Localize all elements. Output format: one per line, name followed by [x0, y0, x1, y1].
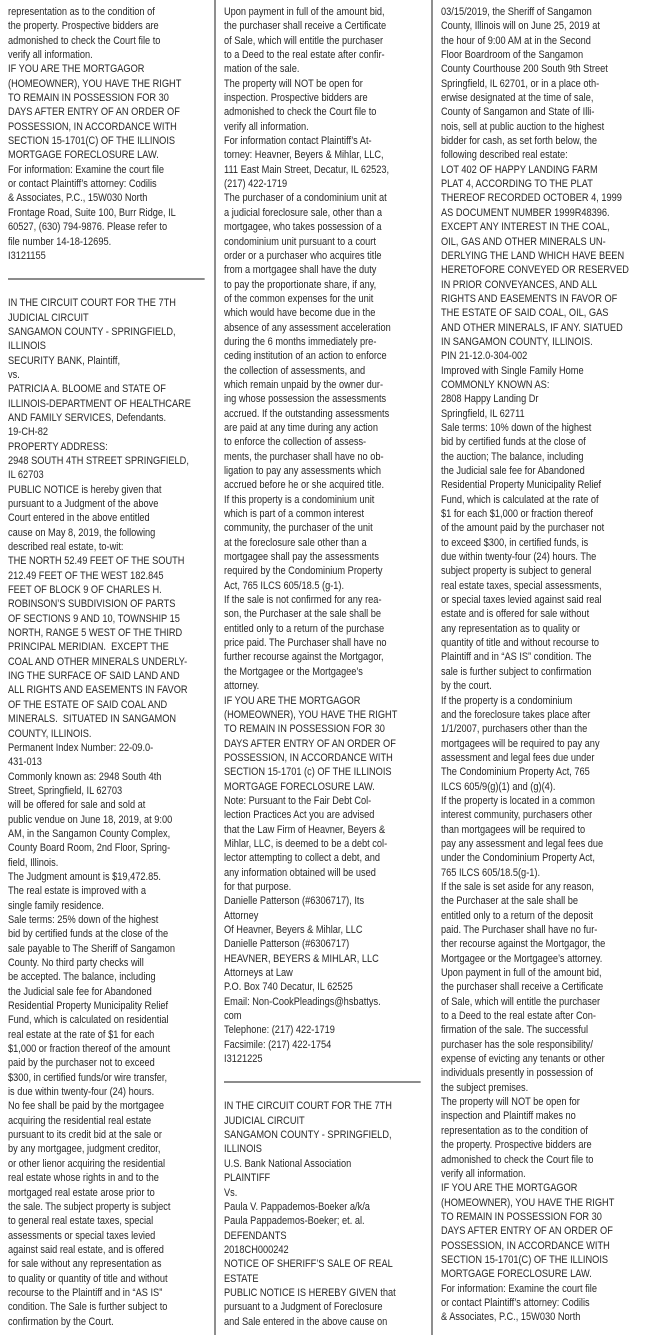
notice-line: ther recourse against the Mortgagor, the [441, 938, 606, 951]
notice-divider [224, 1081, 421, 1083]
notice-line: SANGAMON COUNTY - SPRINGFIELD, [8, 325, 176, 338]
notice-line: LOT 402 OF HAPPY LANDING FARM [441, 163, 598, 176]
notice-line: $300, in certified funds/or wire transfer, [8, 1071, 168, 1084]
notice-line: Street, Springfield, IL 62703 [8, 784, 123, 797]
notice-line: to exceed $300, in certified funds, is [441, 536, 589, 549]
notice-line: DAYS AFTER ENTRY OF AN ORDER OF [441, 1225, 613, 1238]
notice-line: (HOMEOWNER), YOU HAVE THE RIGHT [8, 77, 182, 90]
notice-line: Improved with Single Family Home [441, 364, 584, 377]
notice-line: any representation as to quality or [441, 622, 581, 635]
notice-line: is due within twenty-four (24) hours. [8, 1086, 155, 1099]
notice-line: the Judicial sale fee for Abandoned [8, 985, 152, 998]
notice-line: mortgagee shall pay the assessments [224, 551, 379, 564]
notice-line: Fund, which is calculated on residential [8, 1014, 169, 1027]
notice-line: the sale. The subject property is subject [8, 1200, 171, 1213]
notice-line: Paula Pappademos-Boeker; et. al. [224, 1215, 365, 1228]
notice-line: Permanent Index Number: 22-09.0- [8, 741, 154, 754]
notice-line: real estate at the rate of $1 for each [8, 1028, 155, 1041]
notice-line: the subject premises. [441, 1081, 529, 1094]
notice-line: by the court. [441, 680, 492, 693]
notice-line: SECTION 15-1701(C) OF THE ILLINOIS [441, 1253, 609, 1266]
notice-line: FEET OF BLOCK 9 OF CHARLES H. [8, 584, 162, 597]
notice-line: 2018CH000242 [224, 1243, 289, 1256]
notice-line: Upon payment in full of the amount bid, [441, 967, 602, 980]
notice-line: torney: Heavner, Beyers & Mihlar, LLC, [224, 149, 384, 162]
notice-line: individuals presently in possession of [441, 1067, 593, 1080]
notice-line: MORTGAGE FORECLOSURE LAW. [441, 1268, 592, 1281]
notice-line: pursuant to its credit bid at the sale or [8, 1129, 162, 1142]
notice-line: due within twenty-four (24) hours. The [441, 551, 597, 564]
notice-line: HERETOFORE CONVEYED OR RESERVED [441, 264, 629, 277]
notice-line: PUBLIC NOTICE IS HEREBY GIVEN that [224, 1286, 396, 1299]
notice-line: condition. The Sale is further subject to [8, 1301, 168, 1314]
notice-line: ceding institution of an action to enforce [224, 350, 387, 363]
notice-line: PIN 21-12.0-304-002 [441, 350, 528, 363]
notice-line: confirmation by the Court. [8, 1315, 114, 1328]
notice-line: The purchaser of a condominium unit at [224, 192, 387, 205]
notice-line: pursuant to a Judgment of Foreclosure [224, 1301, 383, 1314]
notice-line: MORTGAGE FORECLOSURE LAW. [224, 780, 375, 793]
notice-column-2 [216, 0, 433, 1335]
notice-line: ILLINOIS-DEPARTMENT OF HEALTHCARE [8, 397, 191, 410]
notice-line: the purchaser shall receive a Certificate [224, 20, 387, 33]
notice-line: THEREOF RECORDED OCTOBER 4, 1999 [441, 192, 622, 205]
notice-line: Email: Non-CookPleadings@hsbattys. [224, 995, 381, 1008]
notice-line: price paid. The Purchaser shall have no [224, 637, 387, 650]
notice-line: interest community, purchasers other [441, 809, 593, 822]
notice-line: AND OTHER MINERALS, IF ANY. SIATUED [441, 321, 623, 334]
notice-line: of Sale, which will entitle the purchaser [441, 995, 601, 1008]
notice-line: required by the Condominium Property [224, 565, 383, 578]
notice-line: which is part of a common interest [224, 508, 365, 521]
notice-line: during the 6 months immediately pre- [224, 335, 377, 348]
notice-line: mation of the sale. [224, 63, 300, 76]
notice-line: P.O. Box 740 Decatur, IL 62525 [224, 981, 353, 994]
notice-line: recourse to the Plaintiff and in “AS IS” [8, 1286, 163, 1299]
notice-line: For information: Examine the court file [441, 1282, 597, 1295]
notice-column-3-content [441, 5, 641, 1325]
notice-line: MORTGAGE FORECLOSURE LAW. [8, 149, 159, 162]
notice-line: the purchaser shall receive a Certificate [441, 981, 604, 994]
notice-line: OF SECTIONS 9 AND 10, TOWNSHIP 15 [8, 612, 180, 625]
notice-line: that the Law Firm of Heavner, Beyers & [224, 823, 386, 836]
notice-line: ing whose possession the assessments [224, 393, 387, 406]
notice-line: POSSESSION, IN ACCORDANCE WITH [441, 1239, 610, 1252]
notice-line: Sale terms: 25% down of the highest [8, 913, 159, 926]
notice-line: 2808 Happy Landing Dr [441, 393, 539, 406]
notice-line: If the sale is set aside for any reason, [441, 880, 594, 893]
notice-line: purchaser has the sole responsibility/ [441, 1038, 593, 1051]
notice-line: assessments or special taxes levied [8, 1229, 156, 1242]
notice-line: to quality or quantity of title and without [8, 1272, 168, 1285]
notice-line: AM, in the Sangamon County Complex, [8, 827, 171, 840]
notice-divider [8, 278, 205, 280]
notice-line: sale is further subject to confirmation [441, 665, 592, 678]
notice-line: or special taxes levied against said real [441, 594, 602, 607]
notice-line: ligation to pay any assessments which [224, 465, 382, 477]
notice-line: 2948 SOUTH 4TH STREET SPRINGFIELD, [8, 454, 189, 467]
notice-line: ROBINSON’S SUBDIVISION OF PARTS [8, 598, 176, 611]
notice-line: Note: Pursuant to the Fair Debt Col- [224, 794, 372, 807]
notice-line: IF YOU ARE THE MORTGAGOR [224, 694, 361, 707]
notice-line: and Sale entered in the above cause on [224, 1315, 388, 1328]
notice-line: following described real estate: [441, 149, 568, 162]
notice-line: condominium unit pursuant to a court [224, 235, 376, 248]
notice-line: by any mortgagee, judgment creditor, [8, 1143, 161, 1156]
notice-line: mortgagee, who takes possession of a [224, 221, 382, 234]
notice-line: mortgaged real estate arose prior to [8, 1186, 155, 1199]
notice-line: DAYS AFTER ENTRY OF AN ORDER OF [224, 737, 396, 750]
notice-line: which remain unpaid by the owner dur- [224, 378, 384, 391]
notice-line: accrued before he or she acquired title. [224, 479, 385, 492]
notice-line: 765 ILCS 605/18.5(g-1). [441, 866, 541, 879]
notice-line: the collection of assessments, and [224, 364, 366, 377]
notice-line: Mortgagee or the Mortgagee’s attorney. [441, 952, 603, 965]
notice-line: IN THE CIRCUIT COURT FOR THE 7TH [8, 297, 176, 310]
notice-line: lector attempting to collect a debt, and [224, 852, 381, 865]
notice-line: of the amount paid by the purchaser not [441, 522, 605, 535]
notice-line: PATRICIA A. BLOOME and STATE OF [8, 383, 166, 396]
notice-line: County, Illinois will on June 25, 2019 at [441, 20, 600, 33]
notice-line: SANGAMON COUNTY - SPRINGFIELD, [224, 1129, 392, 1142]
notice-line: of Sale, which will entitle the purchaser [224, 34, 384, 47]
notice-line: 431-013 [8, 756, 42, 769]
notice-line: paid. The Purchaser shall have no fur- [441, 924, 598, 936]
notice-line: PLAINTIFF [224, 1172, 271, 1185]
notice-line: field, Illinois. [8, 856, 59, 869]
notice-line: vs. [8, 368, 20, 381]
notice-line: COUNTY, ILLINOIS. [8, 727, 92, 740]
notice-line: of the common expenses for the unit [224, 292, 374, 305]
notice-line: community, the purchaser of the unit [224, 522, 373, 535]
notice-line: Plaintiff and in “AS IS” condition. The [441, 651, 592, 664]
notice-line: for that purpose. [224, 880, 292, 893]
notice-line: attorney. [224, 680, 260, 693]
notice-line: and the foreclosure takes place after [441, 708, 591, 721]
notice-line: OIL, GAS AND OTHER MINERALS UN- [441, 235, 606, 248]
notice-line: Floor Boardroom of the Sangamon [441, 49, 584, 62]
notice-line: inspection. Prospective bidders are [224, 92, 368, 105]
notice-line: NOTICE OF SHERIFF’S SALE OF REAL [224, 1258, 393, 1271]
notice-line: representation as to the condition of [441, 1124, 588, 1137]
notice-line: PLAT 4, ACCORDING TO THE PLAT [441, 178, 593, 191]
notice-line: public vendue on June 18, 2019, at 9:00 [8, 813, 173, 826]
notice-line: Mihlar, LLC, is deemed to be a debt col- [224, 837, 388, 850]
notice-line: Facsimile: (217) 422-1754 [224, 1038, 332, 1051]
notice-line: Commonly known as: 2948 South 4th [8, 770, 162, 783]
notice-line: Telephone: (217) 422-1719 [224, 1024, 335, 1037]
notice-line: County Board Room, 2nd Floor, Spring- [8, 842, 171, 855]
notice-line: Paula V. Pappademos-Boeker a/k/a [224, 1200, 370, 1213]
notice-line: to general real estate taxes, special [8, 1215, 154, 1228]
notice-line: SECTION 15-1701(C) OF THE ILLINOIS [8, 135, 176, 148]
notice-column-2-content [224, 5, 424, 1329]
notice-line: PUBLIC NOTICE is hereby given that [8, 483, 162, 496]
notice-line: I3121225 [224, 1053, 263, 1066]
notice-line: DERLYING THE LAND WHICH HAVE BEEN [441, 249, 625, 262]
notice-line: lection Practices Act you are advised [224, 809, 375, 822]
notice-line: mortgagees will be required to pay any [441, 737, 600, 750]
notice-line: to enforce the collection of assess- [224, 436, 367, 449]
notice-line: 1/1/2007, purchasers other than the [441, 723, 588, 736]
notice-line: sale payable to The Sheriff of Sangamon [8, 942, 175, 955]
notice-line: cause on May 8, 2019, the following [8, 526, 156, 539]
notice-line: Springfield, IL 62701, or in a place oth- [441, 77, 600, 90]
notice-line: Attorney [224, 909, 259, 922]
notice-line: Springfield, IL 62711 [441, 407, 525, 420]
notice-line: $1,000 or fraction thereof of the amount [8, 1043, 171, 1056]
notice-line: Fund, which is calculated at the rate of [441, 493, 599, 506]
notice-line: $1 for each $1,000 or fraction thereof [441, 508, 593, 521]
notice-line: COMMONLY KNOWN AS: [441, 378, 550, 391]
notice-line: Of Heavner, Beyers & Mihlar, LLC [224, 924, 363, 936]
notice-line: POSSESSION, IN ACCORDANCE WITH [224, 751, 393, 764]
notice-line: accrued. If the outstanding assessments [224, 407, 390, 420]
notice-line: inspection and Plaintiff makes no [441, 1110, 576, 1123]
notice-line: (217) 422-1719 [224, 178, 288, 191]
notice-line: verify all information. [441, 1167, 526, 1180]
notice-line: estate and is offered for sale without [441, 608, 590, 621]
notice-column-3 [433, 0, 649, 1335]
notice-line: absence of any assessment acceleration [224, 321, 391, 334]
notice-line: a judicial foreclosure sale, other than a [224, 206, 383, 219]
notice-line: TO REMAIN IN POSSESSION FOR 30 [441, 1210, 602, 1223]
notice-line: IL 62703 [8, 469, 44, 482]
notice-line: No fee shall be paid by the mortgagee [8, 1100, 165, 1113]
notice-line: (HOMEOWNER), YOU HAVE THE RIGHT [441, 1196, 615, 1209]
notice-line: entitled only to a return of the deposit [441, 909, 593, 922]
notice-line: OF THE ESTATE OF SAID COAL AND [8, 698, 168, 711]
notice-line: the property. Prospective bidders are [441, 1139, 592, 1152]
notice-line: Court entered in the above entitled [8, 512, 150, 525]
notice-line: ILCS 605/9(g)(1) and (g)(4). [441, 780, 556, 793]
notice-line: Act, 765 ILCS 605/18.5 (g-1). [224, 579, 345, 592]
notice-line: bidder for cash, as set forth below, the [441, 135, 597, 148]
notice-line: against said real estate, and is offered [8, 1243, 164, 1256]
notice-line: to a Deed to the real estate after confir- [224, 49, 385, 62]
notice-line: 60527, (630) 794-9876. Please refer to [8, 221, 168, 234]
notice-line: IF YOU ARE THE MORTGAGOR [441, 1182, 578, 1195]
notice-line: any information obtained will be used [224, 866, 376, 879]
notice-line: 111 East Main Street, Decatur, IL 62523, [224, 163, 390, 176]
notice-line: If this property is a condominium unit [224, 493, 375, 506]
notice-line: than mortgagees will be required to [441, 823, 586, 836]
notice-line: pursuant to a Judgment of the above [8, 498, 159, 510]
notice-line: admonished to check the Court file to [224, 106, 377, 119]
notice-line: order or a purchaser who acquires title [224, 249, 382, 262]
notice-line: at the foreclosure sale other than a [224, 536, 367, 549]
notice-line: AS DOCUMENT NUMBER 1999R48396. [441, 206, 610, 219]
notice-line: HEAVNER, BEYERS & MIHLAR, LLC [224, 952, 379, 965]
notice-line: County of Sangamon and State of Illi- [441, 106, 595, 119]
notice-line: which would have become due in the [224, 307, 376, 320]
notice-line: verify all information. [8, 49, 93, 62]
notice-line: ESTATE [224, 1272, 259, 1285]
notice-line: bid by certified funds at the close of [441, 436, 586, 449]
notice-line: under the Condominium Property Act, [441, 852, 595, 865]
notice-line: TO REMAIN IN POSSESSION FOR 30 [8, 92, 169, 105]
notice-line: If the sale is not confirmed for any rea- [224, 594, 382, 607]
notice-line: Danielle Patterson (#6306717), Its [224, 895, 365, 908]
notice-line: quantity of title and without recourse to [441, 637, 600, 650]
notice-line: real estate whose rights in and to the [8, 1172, 159, 1185]
notice-line: U.S. Bank National Association [224, 1157, 352, 1170]
notice-line: & Associates, P.C., 15W030 North [441, 1311, 581, 1324]
notice-line: The Condominium Property Act, 765 [441, 766, 590, 779]
notice-line: will be offered for sale and sold at [8, 799, 146, 812]
notice-line: admonished to check the Court file to [8, 34, 161, 47]
notice-line: verify all information. [224, 120, 309, 133]
notice-line: the Purchaser at the sale shall be [441, 895, 579, 908]
notice-line: single family residence. [8, 899, 104, 912]
notice-line: ING THE SURFACE OF SAID LAND AND [8, 670, 180, 683]
notice-column-1 [0, 0, 216, 1335]
notice-line: son, the Purchaser at the sale shall be [224, 608, 382, 621]
notice-line: the hour of 9:00 AM at in the Second [441, 34, 591, 47]
notice-line: If the property is a condominium [441, 694, 573, 707]
notice-line: For information contact Plaintiff’s At- [224, 135, 372, 148]
notice-line: nois, sell at public auction to the highest [441, 120, 605, 133]
notice-line: The property will NOT be open for [224, 77, 363, 90]
notice-line: POSSESSION, IN ACCORDANCE WITH [8, 120, 177, 133]
notice-line: the Judicial sale fee for Abandoned [441, 465, 585, 477]
notice-line: file number 14-18-12695. [8, 235, 112, 248]
notice-line: & Associates, P.C., 15W030 North [8, 192, 148, 205]
notice-line: the auction; The balance, including [441, 450, 584, 463]
notice-line: representation as to the condition of [8, 6, 155, 18]
notice-line: 19-CH-82 [8, 426, 49, 439]
notice-line: further recourse against the Mortgagor, [224, 651, 384, 664]
notice-line: SECTION 15-1701 (c) OF THE ILLINOIS [224, 766, 392, 779]
notice-line: described real estate, to-wit: [8, 541, 124, 554]
notice-line: Attorneys at Law [224, 967, 293, 980]
notice-line: the property. Prospective bidders are [8, 20, 159, 33]
notice-line: 03/15/2019, the Sheriff of Sangamon [441, 6, 592, 18]
notice-line: RIGHTS AND EASEMENTS IN FAVOR OF [441, 292, 618, 305]
notice-line: Frontage Road, Suite 100, Burr Ridge, IL [8, 206, 176, 219]
notice-line: IN PRIOR CONVEYANCES, AND ALL [441, 278, 598, 291]
notice-line: Residential Property Municipality Relief [8, 1000, 169, 1013]
notice-line: bid by certified funds at the close of the [8, 928, 169, 941]
notice-line: Sale terms: 10% down of the highest [441, 421, 592, 434]
notice-line: NORTH, RANGE 5 WEST OF THE THIRD [8, 627, 183, 640]
notice-line: Residential Property Municipality Relief [441, 479, 602, 492]
notice-line: AND FAMILY SERVICES, Defendants. [8, 411, 167, 424]
notice-line: com [224, 1010, 242, 1023]
notice-line: ments, the purchaser shall have no ob- [224, 450, 384, 463]
notice-line: Vs. [224, 1186, 238, 1199]
notice-line: 212.49 FEET OF THE WEST 182.845 [8, 569, 164, 582]
notice-line: Danielle Patterson (#6306717) [224, 938, 350, 951]
notice-line: MINERALS. SITUATED IN SANGAMON [8, 713, 177, 726]
notice-line: IN THE CIRCUIT COURT FOR THE 7TH [224, 1100, 392, 1113]
notice-line: acquiring the residential real estate [8, 1114, 152, 1127]
notice-line: (HOMEOWNER), YOU HAVE THE RIGHT [224, 708, 398, 721]
notice-line: for sale without any representation as [8, 1258, 162, 1271]
notice-line: TO REMAIN IN POSSESSION FOR 30 [224, 723, 385, 736]
notice-line: IF YOU ARE THE MORTGAGOR [8, 63, 145, 76]
notice-line: The real estate is improved with a [8, 885, 147, 898]
notice-line: are paid at any time during any action [224, 421, 378, 434]
notice-line: or contact Plaintiff’s attorney: Codilis [8, 178, 157, 191]
notice-line: or other lienor acquiring the residential [8, 1157, 166, 1170]
notice-column-1-content [8, 5, 208, 1329]
notice-line: County Courthouse 200 South 9th Street [441, 63, 608, 76]
notice-line: PRINCIPAL MERIDIAN. EXCEPT THE [8, 641, 169, 654]
notice-line: For information: Examine the court file [8, 163, 164, 176]
notice-line: the Mortgagee or the Mortgagee’s [224, 665, 363, 678]
notice-line: ILLINOIS [8, 340, 46, 353]
notice-line: real estate taxes, special assessments, [441, 579, 602, 592]
notice-line: THE ESTATE OF SAID COAL, OIL, GAS [441, 307, 609, 320]
notice-line: County. No third party checks will [8, 957, 144, 969]
notice-line: assessment and legal fees due under [441, 751, 595, 764]
notice-line: If the property is located in a common [441, 794, 595, 807]
notice-line: to a Deed to the real estate after Con- [441, 1010, 596, 1023]
notice-line: ALL RIGHTS AND EASEMENTS IN FAVOR [8, 684, 188, 697]
notice-line: DEFENDANTS [224, 1229, 287, 1242]
notice-line: to pay the proportionate share, if any, [224, 278, 377, 291]
notice-line: The property will NOT be open for [441, 1096, 580, 1109]
notice-line: firmation of the sale. The successful [441, 1024, 589, 1037]
notice-line: pay any assessment and legal fees due [441, 837, 604, 850]
notice-line: entitled only to a return of the purchase [224, 622, 385, 635]
notice-line: PROPERTY ADDRESS: [8, 440, 108, 453]
notice-line: expense of evicting any tenants or other [441, 1053, 605, 1066]
notice-line: SECURITY BANK, Plaintiff, [8, 354, 121, 367]
notice-line: ILLINOIS [224, 1143, 262, 1156]
notice-line: from a mortgagee shall have the duty [224, 264, 377, 277]
notice-line: DAYS AFTER ENTRY OF AN ORDER OF [8, 106, 180, 119]
notice-line: be accepted. The balance, including [8, 971, 156, 984]
notice-line: subject property is subject to general [441, 565, 592, 578]
notice-line: Upon payment in full of the amount bid, [224, 6, 385, 18]
notice-line: or contact Plaintiff’s attorney: Codilis [441, 1296, 590, 1309]
notice-line: JUDICIAL CIRCUIT [224, 1114, 305, 1127]
notice-line: THE NORTH 52.49 FEET OF THE SOUTH [8, 555, 185, 568]
notice-line: paid by the purchaser not to exceed [8, 1057, 155, 1070]
notice-line: erwise designated at the time of sale, [441, 92, 594, 105]
notice-line: JUDICIAL CIRCUIT [8, 311, 89, 324]
notice-line: The Judgment amount is $19,472.85. [8, 870, 161, 883]
notice-line: COAL AND OTHER MINERALS UNDERLY- [8, 655, 188, 668]
notice-line: IN SANGAMON COUNTY, ILLINOIS. [441, 335, 593, 348]
notice-line: I3121155 [8, 249, 46, 262]
notice-line: admonished to check the Court file to [441, 1153, 594, 1166]
notice-line: EXCEPT ANY INTEREST IN THE COAL, [441, 221, 610, 234]
